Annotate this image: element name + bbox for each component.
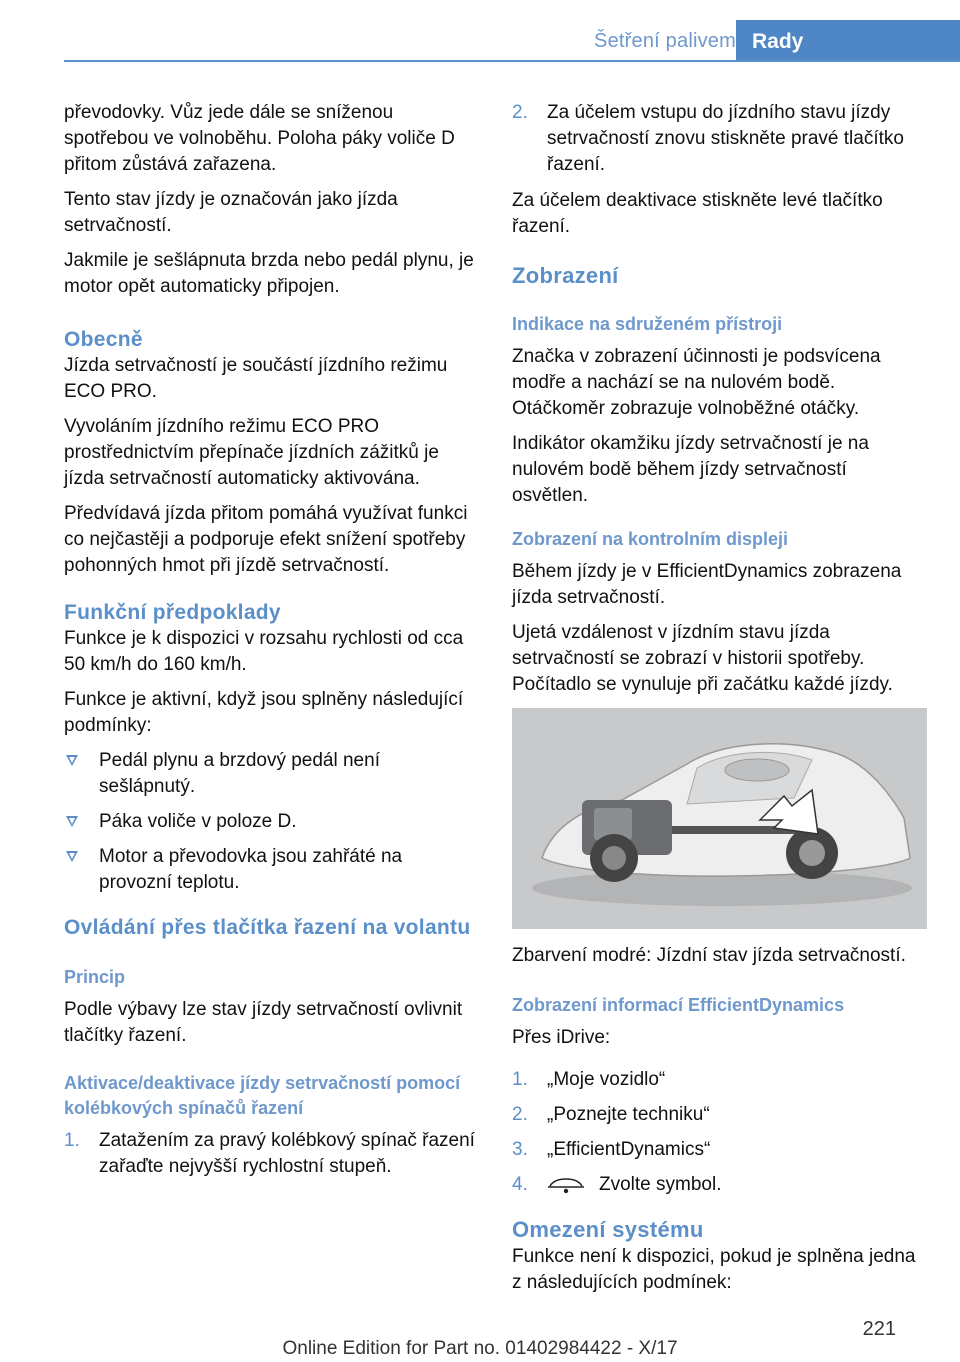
car-illustration bbox=[512, 708, 927, 929]
edition-note: Online Edition for Part no. 01402984422 - X/17 bbox=[282, 1338, 678, 1359]
list-item: 1. „Moje vozidlo“ bbox=[512, 1069, 666, 1090]
list-item: 4. Zvolte symbol. bbox=[512, 1174, 722, 1195]
section-tab[interactable]: Rady bbox=[736, 20, 960, 62]
general-paragraph-3: Předvídavá jízda přitom pomáhá využívat funkci co nejčastěji a podporuje efekt snížení spotřeby pohonných hmot při jízdě setrvačností. bbox=[64, 503, 468, 576]
bullet-triangle-icon bbox=[66, 755, 78, 766]
heading-display: Zobrazení bbox=[512, 263, 619, 288]
car-coasting-icon bbox=[547, 1175, 585, 1195]
general-paragraph-2: Vyvoláním jízdního režimu ECO PRO prostřednictvím přepínače jízdních zážitků je jízda setrvačností automaticky aktivována. bbox=[64, 416, 439, 489]
heading-control-display: Zobrazení na kontrolním displeji bbox=[512, 529, 789, 549]
intro-paragraph-2: Tento stav jízdy je označován jako jízda setrvačností. bbox=[64, 189, 398, 236]
list-item: Páka voliče v poloze D. bbox=[64, 809, 479, 835]
general-paragraph-1: Jízda setrvačností je součástí jízdního režimu ECO PRO. bbox=[64, 355, 448, 402]
control-paragraph-1: Během jízdy je v EfficientDynamics zobrazena jízda setrvačností. bbox=[512, 561, 902, 608]
list-item: 1. Zatažením za pravý kolébkový spínač řazení zařaďte nejvyšší rychlostní stupeň. bbox=[64, 1130, 475, 1177]
activation-steps-continued bbox=[512, 100, 927, 178]
intro-paragraph-1: převodovky. Vůz jede dále se sníženou spotřebou ve volnoběhu. Poloha páky voliče D přitom zůstává zařazena. bbox=[64, 102, 455, 175]
list-item: Motor a převodovka jsou zahřáté na provozní teplotu. bbox=[64, 844, 479, 896]
limits-paragraph: Funkce není k dispozici, pokud je splněna jedna z následujících podmínek: bbox=[512, 1246, 916, 1293]
heading-paddles: Ovládání přes tlačítka řazení na volantu bbox=[64, 916, 471, 939]
page-number: 221 bbox=[862, 1318, 896, 1340]
cluster-paragraph-1: Značka v zobrazení účinnosti je podsvícena modře a nachází se na nulovém bodě. Otáčkoměr zobrazuje volnoběžné otáčky. bbox=[512, 346, 881, 419]
heading-requirements: Funkční předpoklady bbox=[64, 601, 281, 624]
page-header bbox=[0, 0, 960, 62]
heading-principle: Princip bbox=[64, 967, 126, 987]
heading-activation: Aktivace/deaktivace jízdy setrvačností pomocí kolébkových spínačů řazení bbox=[64, 1073, 461, 1118]
heading-limits: Omezení systému bbox=[512, 1217, 704, 1242]
header-rule bbox=[64, 60, 960, 62]
heading-info: Zobrazení informací EfficientDynamics bbox=[512, 995, 845, 1015]
heading-general: Obecně bbox=[64, 328, 143, 351]
list-item: Pedál plynu a brzdový pedál není sešlápnutý. bbox=[64, 748, 479, 800]
menu-steps bbox=[512, 1067, 927, 1198]
list-item: 2. Za účelem vstupu do jízdního stavu jízdy setrvačností znovu stiskněte pravé tlačítko řazení. bbox=[512, 102, 904, 175]
requirements-paragraph-1: Funkce je k dispozici v rozsahu rychlosti od cca 50 km/h do 160 km/h. bbox=[64, 628, 464, 675]
heading-cluster: Indikace na sdruženém přístroji bbox=[512, 314, 783, 334]
deactivate-paragraph: Za účelem deaktivace stiskněte levé tlačítko řazení. bbox=[512, 190, 883, 237]
right-column bbox=[512, 100, 927, 1305]
requirements-list bbox=[64, 748, 479, 896]
control-paragraph-2: Ujetá vzdálenost v jízdním stavu jízda setrvačností se zobrazí v historii spotřeby. Počítadlo se vynuluje při začátku každé jízdy. bbox=[512, 622, 893, 695]
figure-caption: Zbarvení modré: Jízdní stav jízda setrvačností. bbox=[512, 945, 906, 966]
left-column bbox=[64, 100, 479, 1190]
list-item: 3. „EfficientDynamics“ bbox=[512, 1139, 711, 1160]
activation-steps bbox=[64, 1128, 479, 1180]
cluster-paragraph-2: Indikátor okamžiku jízdy setrvačností je na nulovém bodě během jízdy setrvačností osvětlen. bbox=[512, 433, 869, 506]
intro-paragraph-3: Jakmile je sešlápnuta brzda nebo pedál plynu, je motor opět automaticky připojen. bbox=[64, 250, 474, 297]
car-cutaway-figure bbox=[512, 708, 927, 929]
list-item: 2. „Poznejte techniku“ bbox=[512, 1104, 710, 1125]
chapter-tab[interactable]: Šetření palivem bbox=[594, 30, 736, 52]
via-idrive: Přes iDrive: bbox=[512, 1027, 611, 1048]
bullet-triangle-icon bbox=[66, 816, 78, 827]
bullet-triangle-icon bbox=[66, 851, 78, 862]
requirements-paragraph-2: Funkce je aktivní, když jsou splněny následující podmínky: bbox=[64, 689, 464, 736]
principle-paragraph: Podle výbavy lze stav jízdy setrvačností ovlivnit tlačítky řazení. bbox=[64, 999, 463, 1046]
